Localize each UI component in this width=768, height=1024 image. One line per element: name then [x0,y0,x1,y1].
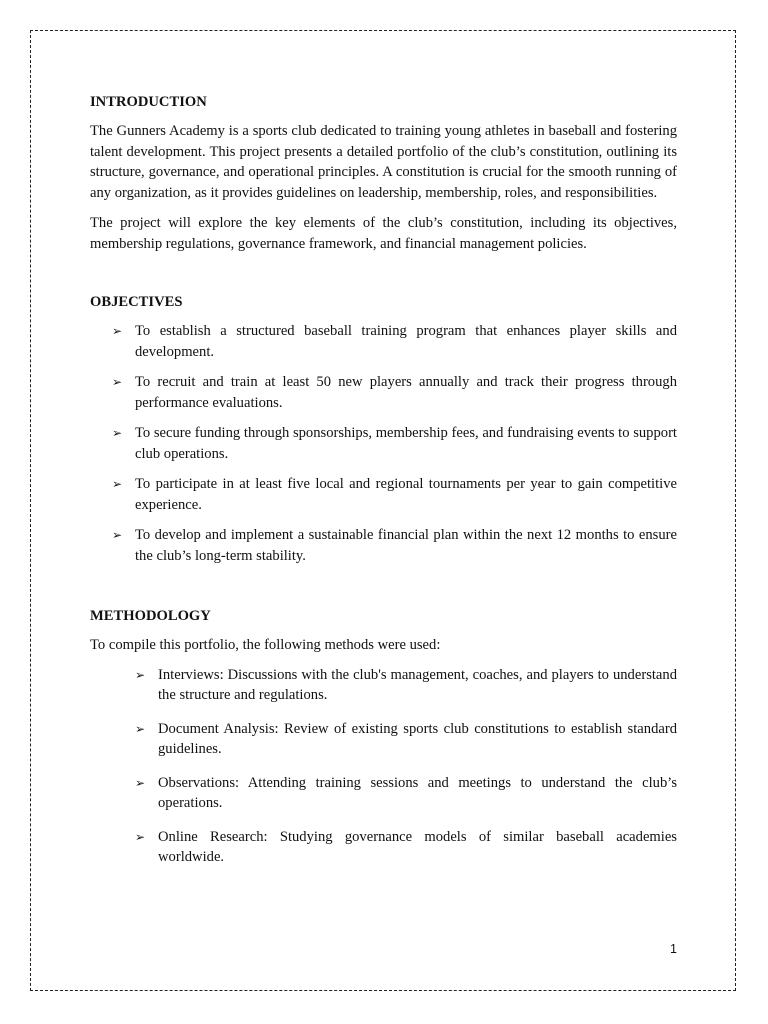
arrow-bullet-icon: ➢ [112,375,123,389]
list-item [90,474,677,515]
methodology-intro: To compile this portfolio, the following methods were used: [90,637,441,653]
arrow-bullet-icon: ➢ [112,528,123,542]
list-item [90,719,677,760]
methodology-list [90,665,677,868]
introduction-paragraph: The project will explore the key elements of the club’s constitution, including its objectives, membership regulations, governance framework, and financial management policies. [90,215,677,252]
objectives-section [90,292,677,566]
list-item [90,372,677,413]
arrow-bullet-icon: ➢ [135,721,146,736]
objectives-list [90,321,677,566]
list-item-text: To develop and implement a sustainable financial plan within the next 12 months to ensure the club’s long-term stability. [135,527,677,564]
list-item [90,773,677,814]
arrow-bullet-icon: ➢ [135,667,146,682]
list-item [90,525,677,566]
list-item [90,665,677,706]
list-item-text: To recruit and train at least 50 new players annually and track their progress through performance evaluations. [135,374,677,411]
list-item-text: Observations: Attending training sessions and meetings to understand the club’s operations. [158,774,677,811]
arrow-bullet-icon: ➢ [135,829,146,844]
introduction-paragraph: The Gunners Academy is a sports club dedicated to training young athletes in baseball and fostering talent development. This project presents a detailed portfolio of the club’s constitution, outlining its structure, governance, and operational principles. A constitution is crucial for the smooth running of any organization, as it provides guidelines on leadership, membership, roles, and responsibilities. [90,123,677,201]
objectives-heading: OBJECTIVES [90,294,183,310]
list-item-text: Document Analysis: Review of existing sports club constitutions to establish standard guidelines. [158,720,677,757]
introduction-heading: INTRODUCTION [90,94,207,110]
list-item-text: To secure funding through sponsorships, membership fees, and fundraising events to support club operations. [135,425,677,462]
list-item-text: To establish a structured baseball training program that enhances player skills and development. [135,323,677,360]
list-item [90,827,677,868]
list-item-text: Online Research: Studying governance models of similar baseball academies worldwide. [158,828,677,865]
list-item [90,321,677,362]
list-item-text: To participate in at least five local and regional tournaments per year to gain competitive experience. [135,476,677,513]
methodology-section [90,606,677,868]
list-item-text: Interviews: Discussions with the club's management, coaches, and players to understand the structure and regulations. [158,666,677,703]
introduction-section [90,92,677,254]
list-item [90,423,677,464]
methodology-heading: METHODOLOGY [90,608,211,624]
arrow-bullet-icon: ➢ [112,477,123,491]
arrow-bullet-icon: ➢ [112,324,123,338]
arrow-bullet-icon: ➢ [112,426,123,440]
document-body [90,92,677,881]
page-number: 1 [670,942,677,956]
arrow-bullet-icon: ➢ [135,775,146,790]
